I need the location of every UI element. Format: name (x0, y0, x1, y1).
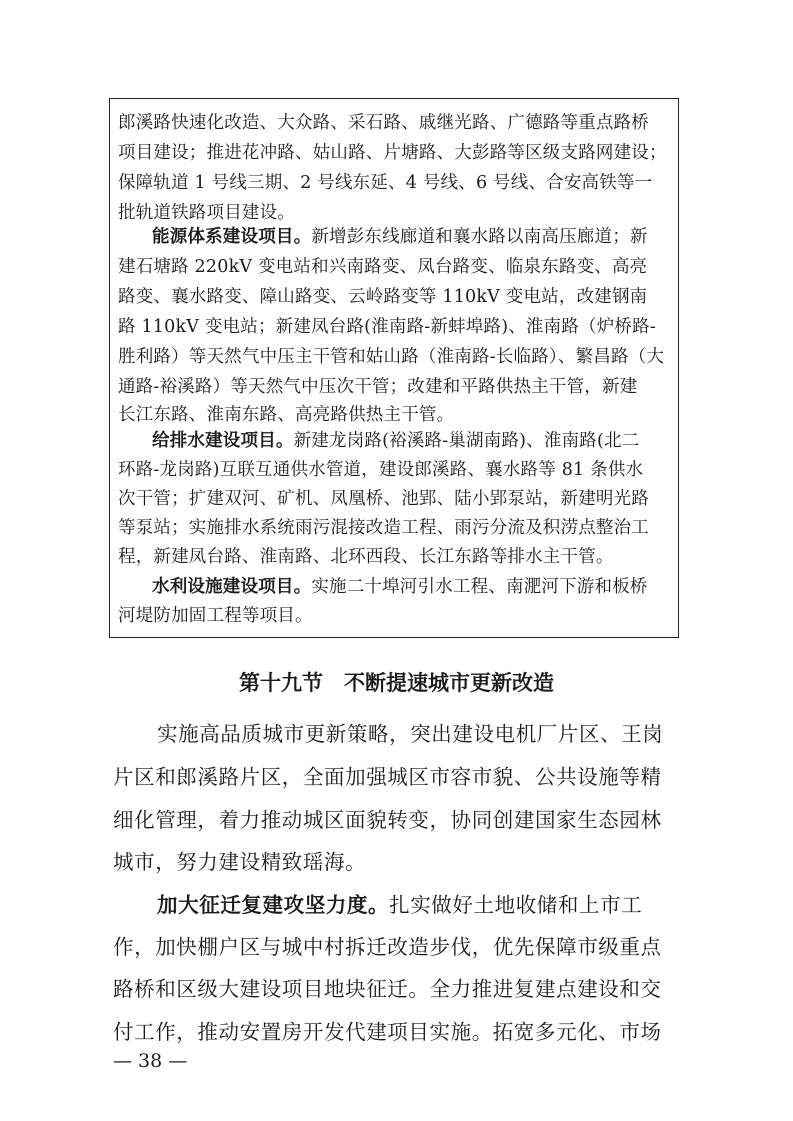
box-line: 项目建设；推进花冲路、姑山路、片塘路、大彭路等区级支路网建设； (118, 143, 667, 163)
box-line: 胜利路）等天然气中压主干管和姑山路（淮南路-长临路）、繁昌路（大 (118, 347, 665, 367)
box-line (152, 222, 648, 252)
box-line: 保障轨道 1 号线三期、2 号线东延、4 号线、6 号线、合安高铁等一 (118, 173, 653, 193)
paragraph-heading: 水利设施建设项目。 (152, 577, 312, 597)
box-line: 路变、襄水路变、障山路变、云岭路变等 110kV 变电站，改建钢南 (118, 287, 648, 307)
body-line: 细化管理，着力推动城区面貌转变，协同创建国家生态园林 (113, 808, 662, 832)
body-line: 路桥和区级大建设项目地块征迁。全力推进复建点建设和交 (113, 977, 662, 1001)
body-line: 实施高品质城市更新策略，突出建设电机厂片区、王岗 (157, 722, 664, 746)
box-line: 建石塘路 220kV 变电站和兴南路变、凤台路变、临泉东路变、高亮 (118, 257, 648, 277)
box-line: 通路-裕溪路）等天然气中压次干管；改建和平路供热主干管，新建 (118, 377, 638, 397)
box-line: 长江东路、淮南东路、高亮路供热主干管。 (118, 405, 455, 425)
body-line: 城市，努力建设精致瑶海。 (113, 850, 367, 874)
body-line (157, 888, 642, 922)
body-line: 片区和郎溪路片区，全面加强城区市容市貌、公共设施等精 (113, 765, 662, 789)
box-line: 等泵站；实施排水系统雨污混接改造工程、雨污分流及积涝点整治工 (118, 518, 649, 538)
box-line: 批轨道铁路项目建设。 (118, 203, 295, 223)
body-line: 付工作，推动安置房开发代建项目实施。拓宽多元化、市场 (113, 1020, 662, 1044)
paragraph-text: 实施二十埠河引水工程、南淝河下游和板桥 (311, 577, 648, 597)
paragraph-heading: 能源体系建设项目。 (152, 227, 312, 247)
paragraph-heading: 给排水建设项目。 (152, 431, 294, 451)
box-line: 环路-龙岗路)互联互通供水管道，建设郎溪路、襄水路等 81 条供水 (118, 460, 644, 480)
page-number: — 38 — (113, 1050, 188, 1072)
body-line: 作，加快棚户区与城中村拆迁改造步伐，优先保障市级重点 (113, 935, 662, 959)
box-line: 郎溪路快速化改造、大众路、采石路、戚继光路、广德路等重点路桥 (118, 113, 649, 133)
paragraph-text: 扎实做好土地收储和上市工 (389, 893, 643, 917)
paragraph-text: 新建龙岗路(裕溪路-巢湖南路)、淮南路(北二 (293, 431, 640, 451)
box-line: 路 110kV 变电站；新建凤台路(淮南路-新蚌埠路)、淮南路（炉桥路- (118, 317, 656, 337)
box-line: 河堤防加固工程等项目。 (118, 606, 313, 626)
paragraph-heading: 加大征迁复建攻坚力度。 (157, 893, 390, 917)
box-line (152, 572, 648, 602)
box-line (152, 426, 639, 456)
box-line: 程，新建凤台路、淮南路、北环西段、长江东路等排水主干管。 (118, 547, 614, 567)
box-line: 次干管；扩建双河、矿机、凤凰桥、池郢、陆小郢泵站，新建明光路 (118, 489, 649, 509)
section-title: 第十九节 不断提速城市更新改造 (239, 671, 554, 695)
paragraph-text: 新增彭东线廊道和襄水路以南高压廊道；新 (311, 227, 648, 247)
